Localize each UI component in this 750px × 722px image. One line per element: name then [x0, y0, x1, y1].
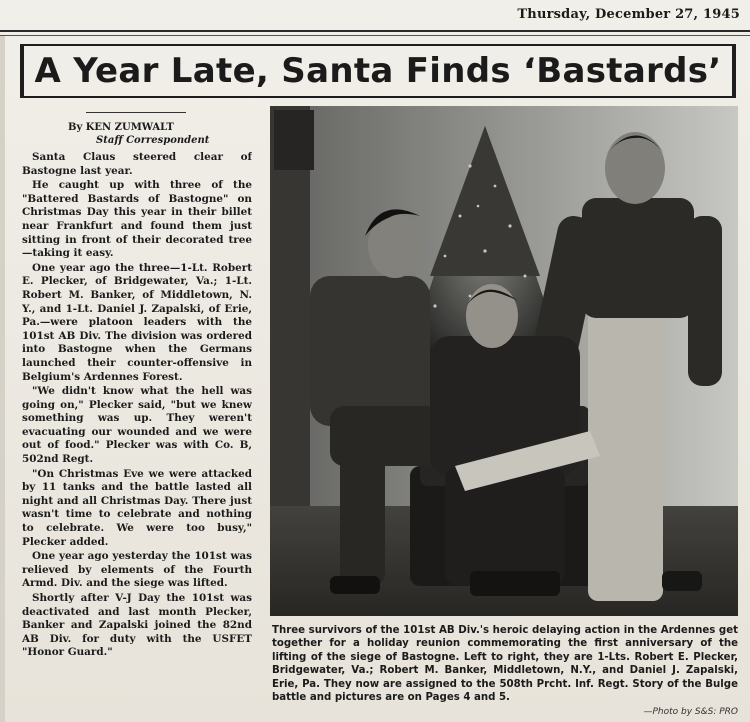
dateline: Thursday, December 27, 1945	[517, 7, 740, 22]
photo-credit: —Photo by S&S: PRO	[643, 707, 738, 717]
byline-rule	[86, 112, 186, 113]
story-paragraph: Santa Claus steered clear of Bastogne last year.	[22, 151, 252, 177]
story-paragraph: He caught up with three of the "Battered Bastards of Bastogne" on Christmas Day this year in their billet near Frankfurt and found them just sitting in front of their decorated tree—taking it easy.	[22, 179, 252, 260]
headline-box	[20, 44, 736, 98]
story-paragraph: "On Christmas Eve we were attacked by 11 tanks and the battle lasted all night and all Christmas Day. There just wasn't time to celebrate and nothing to celebrate. We were too busy," Plecker added.	[22, 467, 252, 548]
story-paragraph: "We didn't know what the hell was going on," Plecker said, "but we knew something was up. They weren't evacuating our wounded and we were out of food." Plecker was with Co. B, 502nd Regt.	[22, 385, 252, 466]
story-paragraph: One year ago the three—1-Lt. Robert E. Plecker, of Bridgewater, Va.; 1-Lt. Robert M. Banker, of Middletown, N. Y., and 1-Lt. Daniel J. Zapalski, of Erie, Pa.—were platoon leaders with the 101st AB Div. The division was ordered into Bastogne when the Germans launched their counter-offensive in Belgium's Ardennes Forest.	[22, 261, 252, 383]
byline	[66, 121, 266, 147]
byline-author: By KEN ZUMWALT	[68, 122, 174, 133]
clipping-edge	[0, 36, 5, 722]
headline: A Year Late, Santa Finds ‘Bastards’	[34, 51, 722, 91]
story-paragraph: One year ago yesterday the 101st was relieved by elements of the Fourth Armd. Div. and the siege was lifted.	[22, 550, 252, 590]
photo-caption: Three survivors of the 101st AB Div.'s heroic delaying action in the Ardennes get together for a holiday reunion commemorating the first anniversary of the lifting of the siege of Bastogne. Left to right, they are 1-Lts. Robert E. Plecker, Bridgewater, Va.; Robert M. Banker, Middletown, N.Y., and Daniel J. Zapalski, Erie, Pa. They now are assigned to the 508th Prcht. Inf. Regt. Story of the Bulge battle and pictures are on Pages 4 and 5.	[272, 625, 738, 704]
top-rule-thin	[0, 35, 750, 36]
top-rule	[0, 30, 750, 32]
story-column	[22, 151, 252, 721]
news-photo	[270, 106, 738, 616]
story-paragraph: Shortly after V-J Day the 101st was deactivated and last month Plecker, Banker and Zapalski joined the 82nd AB Div. for duty with the USFET "Honor Guard."	[22, 592, 252, 659]
byline-role: Staff Correspondent	[96, 135, 210, 146]
photo-illustration	[270, 106, 738, 616]
